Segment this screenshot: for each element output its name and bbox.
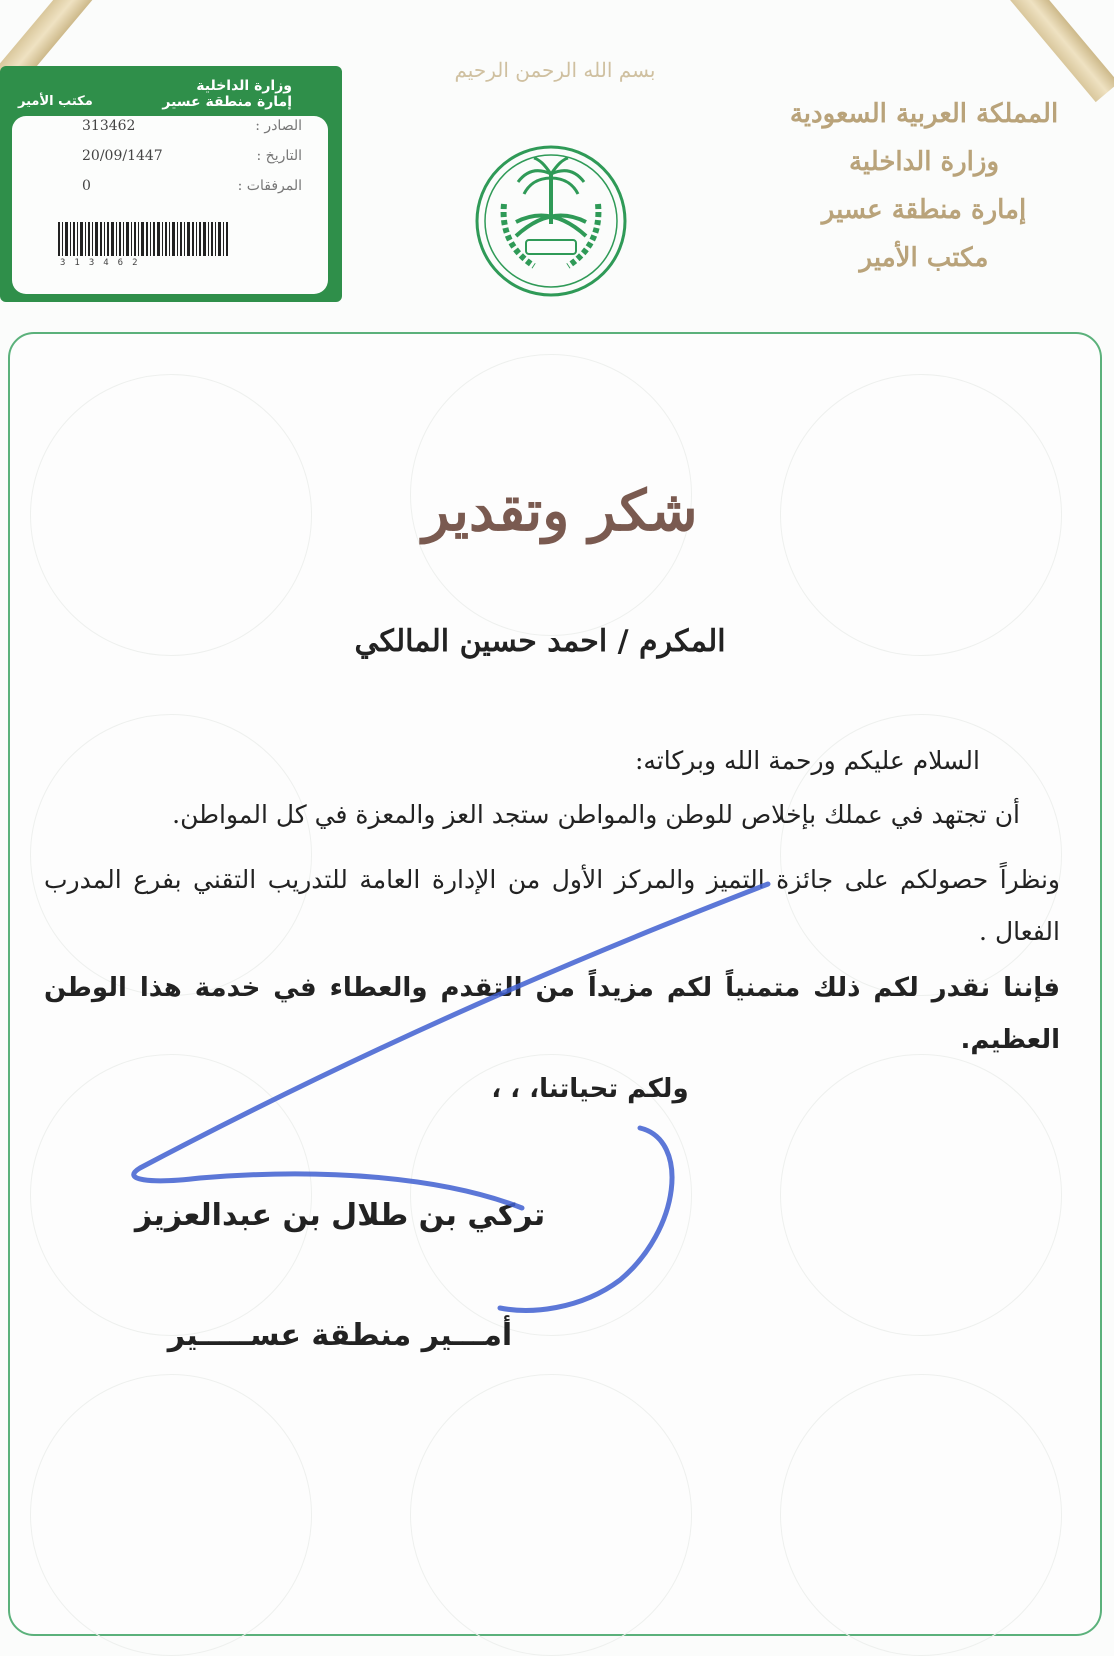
watermark-circle (30, 1054, 312, 1336)
label-ministry-name: وزارة الداخلية (196, 78, 292, 94)
header-letterhead (774, 90, 1074, 282)
basmala: بسم الله الرحمن الرحيم (454, 58, 656, 82)
watermark-circle (780, 1374, 1062, 1656)
label-value: 20/09/1447 (82, 148, 163, 164)
paragraph-3: فإننا نقدر لكم ذلك متمنياً لكم مزيداً من التقدم والعطاء في خدمة هذا الوطن العظيم. (44, 973, 1060, 1055)
label-row-attachments (12, 178, 312, 202)
greeting-line: السلام عليكم ورحمة الله وبركاته: (634, 746, 980, 775)
recipient-name: المكرم / احمد حسين المالكي (354, 624, 726, 659)
letterhead-office: مكتب الأمير (859, 243, 989, 273)
paragraph-1: أن تجتهد في عملك بإخلاص للوطن والمواطن ستجد العز والمعزة في كل المواطن. (172, 800, 1020, 829)
label-key: التاريخ : (256, 148, 302, 164)
signer-title: أمـــير منطقة عســـــير (167, 1318, 513, 1353)
watermark-circle (30, 374, 312, 656)
ribbon-right (999, 0, 1114, 102)
letterhead-kingdom: المملكة العربية السعودية (789, 99, 1059, 129)
saudi-emblem-icon (474, 144, 628, 298)
label-ministry (162, 78, 292, 110)
label-key: الصادر : (255, 118, 302, 134)
letterhead-region: إمارة منطقة عسير (821, 195, 1027, 225)
watermark-circle (780, 374, 1062, 656)
signer-name: تركي بن طلال بن عبدالعزيز (134, 1198, 546, 1233)
label-key: المرفقات : (237, 178, 302, 194)
reference-label-header (0, 72, 342, 118)
barcode-digits: 313462 (60, 258, 147, 268)
paragraph-2: ونظراً حصولكم على جائزة التميز والمركز الأول من الإدارة العامة للتدريب التقني بفرع المدرب الفعال . (44, 865, 1060, 946)
label-row-date (12, 148, 312, 172)
label-row-issued (12, 118, 312, 142)
label-region-name: إمارة منطقة عسير (162, 94, 292, 110)
label-value: 313462 (82, 118, 136, 134)
reference-label (0, 66, 342, 302)
barcode-icon (58, 222, 230, 256)
label-office: مكتب الأمير (18, 94, 93, 109)
watermark-circle (30, 1374, 312, 1656)
label-value: 0 (82, 178, 91, 194)
certificate-title: شكر وتقدير (422, 478, 698, 544)
watermark-circle (780, 1054, 1062, 1336)
closing-line: ولكم تحياتنا، ، ، (491, 1074, 689, 1104)
watermark-circle (410, 1374, 692, 1656)
letterhead-ministry: وزارة الداخلية (848, 147, 1000, 177)
